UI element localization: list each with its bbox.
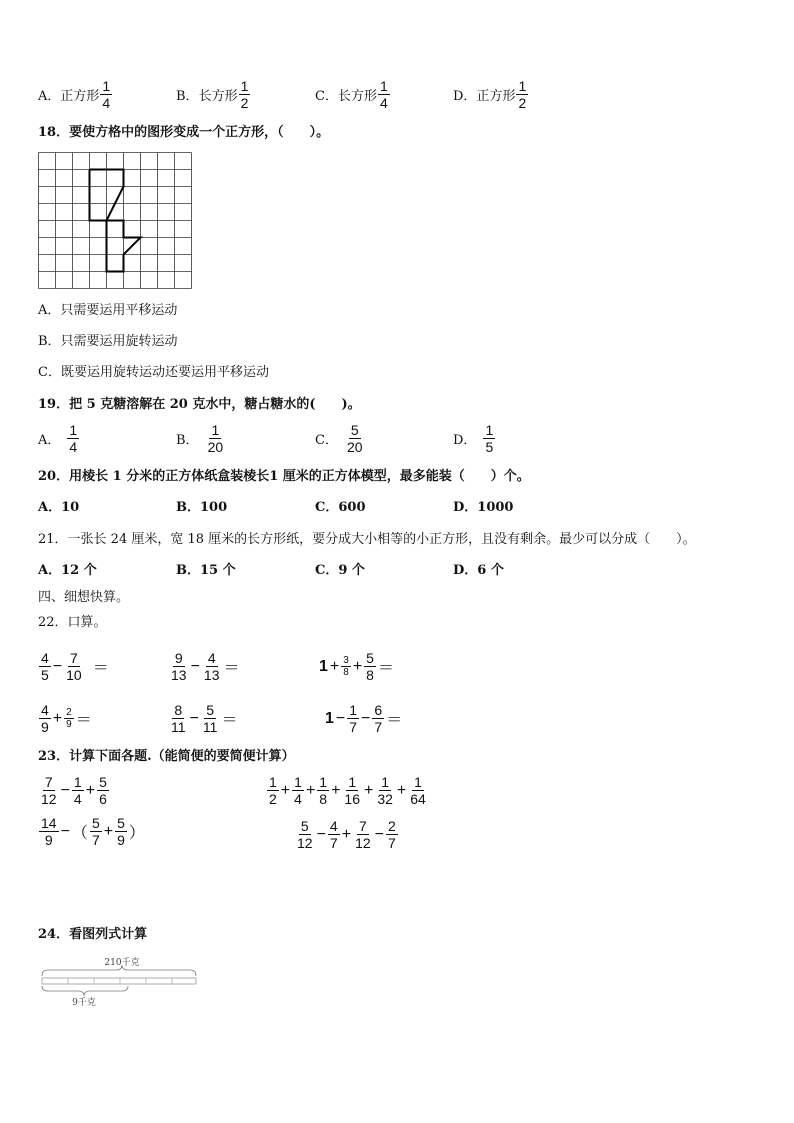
- denominator: 7: [91, 832, 100, 848]
- option-label: C．: [315, 433, 338, 448]
- q23-stem: 23．计算下面各题.（能简便的要简便计算）: [38, 749, 295, 764]
- q20-option-b: B．100: [176, 500, 228, 515]
- numerator: 9: [174, 650, 183, 666]
- minus-sign: −: [374, 825, 384, 843]
- numerator: 5: [350, 422, 359, 438]
- plus-sign: +: [52, 709, 63, 727]
- numerator: 1: [269, 774, 277, 790]
- option-label: B．: [176, 433, 199, 448]
- q22-expr-2: [168, 650, 241, 683]
- numerator: 5: [99, 774, 107, 790]
- denominator: 12: [355, 835, 371, 851]
- numerator: 3: [343, 655, 349, 666]
- q19-option-c: [315, 422, 366, 455]
- q20-option-c: C．600: [315, 500, 366, 515]
- numerator: 2: [387, 818, 396, 834]
- numerator: 6: [374, 702, 383, 718]
- denominator: 4: [294, 791, 302, 807]
- option-label: A．: [38, 433, 61, 448]
- denominator: 12: [41, 791, 57, 807]
- denominator: 9: [117, 832, 125, 848]
- plus-sign: +: [85, 781, 96, 799]
- q23-expr-1: [38, 774, 110, 807]
- numerator: 1: [294, 774, 302, 790]
- numerator: 4: [41, 702, 49, 718]
- numerator: 5: [91, 815, 100, 831]
- q20-stem: 20．用棱长 1 分米的正方体纸盒装棱长1 厘米的正方体模型，最多能装（ ）个。: [38, 469, 530, 484]
- option-label: C．: [315, 89, 338, 104]
- minus-sign: −: [189, 709, 199, 727]
- equals-sign: ＝: [75, 712, 92, 729]
- number-one: 1: [319, 657, 328, 675]
- denominator: 12: [297, 835, 313, 851]
- numerator: 7: [44, 774, 53, 790]
- q18-stem: 18．要使方格中的图形变成一个正方形，（ ）。: [38, 125, 330, 140]
- minus-sign: −: [60, 781, 70, 799]
- denominator: 2: [269, 791, 277, 807]
- option-text: 长方形: [198, 89, 238, 104]
- q20-option-a: A．10: [38, 500, 80, 515]
- denominator: 11: [202, 719, 218, 735]
- q21-option-b: B．15 个: [176, 563, 236, 578]
- q21-stem: 21．一张长 24 厘米，宽 18 厘米的长方形纸，要分成大小相等的小正方形，且没有剩余。最少可以分成（ ）。: [38, 532, 696, 547]
- numerator: 1: [69, 422, 78, 438]
- denominator: 9: [44, 832, 53, 848]
- minus-sign: −: [60, 822, 70, 840]
- denominator: 5: [485, 439, 494, 455]
- q19-stem: 19．把 5 克糖溶解在 20 克水中，糖占糖水的( )。: [38, 397, 361, 412]
- numerator: 2: [66, 707, 72, 718]
- q19-option-b: [176, 422, 226, 455]
- denominator: 2: [240, 95, 249, 111]
- option-label: D．: [453, 89, 477, 104]
- plus-sign: +: [396, 781, 407, 799]
- denominator: 32: [377, 791, 393, 807]
- option-label: B．: [176, 89, 199, 104]
- minus-sign: −: [335, 709, 346, 727]
- numerator: 7: [70, 650, 78, 666]
- plus-sign: +: [103, 822, 114, 840]
- denominator: 9: [66, 719, 72, 730]
- denominator: 7: [374, 719, 383, 735]
- denominator: 64: [410, 791, 426, 807]
- q18-option-c: C．既要运用旋转运动还要运用平移运动: [38, 365, 269, 380]
- numerator: 1: [485, 422, 494, 438]
- q21-option-c: C．9 个: [315, 563, 365, 578]
- plus-sign: +: [364, 781, 374, 799]
- q24-line-diagram: [38, 952, 200, 1010]
- numerator: 1: [379, 78, 388, 94]
- minus-sign: −: [190, 657, 200, 675]
- denominator: 4: [73, 791, 82, 807]
- q23-expr-2: [266, 774, 429, 807]
- equals-sign: ＝: [221, 712, 238, 729]
- q18-option-b: B．只需要运用旋转运动: [38, 334, 178, 349]
- section-heading: 四、细想快算。: [38, 590, 130, 605]
- q19-option-d: [453, 422, 496, 455]
- denominator: 4: [379, 95, 388, 111]
- numerator: 1: [349, 702, 358, 718]
- numerator: 4: [207, 650, 216, 666]
- part-weight-label: 9千克: [72, 998, 96, 1008]
- denominator: 10: [66, 667, 82, 683]
- q18-grid-figure: [38, 152, 193, 290]
- numerator: 7: [358, 818, 367, 834]
- q22-expr-4: [38, 702, 93, 735]
- q24-stem: 24．看图列式计算: [38, 927, 148, 942]
- q17-option-a: [38, 78, 113, 111]
- denominator: 4: [102, 95, 111, 111]
- denominator: 6: [99, 791, 107, 807]
- plus-sign: +: [331, 781, 341, 799]
- q22-expr-3: [318, 650, 395, 683]
- q21-option-a: A．12 个: [38, 563, 97, 578]
- total-weight-label: 210千克: [104, 958, 140, 968]
- denominator: 16: [344, 791, 360, 807]
- numerator: 5: [117, 815, 125, 831]
- denominator: 7: [349, 719, 358, 735]
- q21-option-d: D．6 个: [453, 563, 504, 578]
- option-text: 正方形: [60, 89, 100, 104]
- option-text: 正方形: [476, 89, 516, 104]
- numerator: 8: [174, 702, 183, 718]
- numerator: 1: [319, 774, 328, 790]
- q18-option-a: A．只需要运用平移运动: [38, 303, 178, 318]
- q22-expr-5: [168, 702, 238, 735]
- denominator: 20: [207, 439, 224, 455]
- numerator: 1: [518, 78, 527, 94]
- numerator: 5: [366, 650, 374, 666]
- option-label: D．: [453, 433, 477, 448]
- numerator: 4: [329, 818, 338, 834]
- minus-sign: −: [316, 825, 326, 843]
- minus-sign: −: [52, 657, 63, 675]
- plus-sign: +: [352, 657, 363, 675]
- numerator: 5: [300, 818, 309, 834]
- numerator: 1: [73, 774, 82, 790]
- equals-sign: ＝: [223, 660, 240, 677]
- denominator: 4: [69, 439, 78, 455]
- minus-sign: −: [361, 709, 371, 727]
- equals-sign: ＝: [377, 660, 394, 677]
- equals-sign: ＝: [92, 660, 109, 677]
- plus-sign: +: [329, 657, 340, 675]
- option-text: 长方形: [337, 89, 377, 104]
- numerator: 4: [41, 650, 49, 666]
- denominator: 9: [41, 719, 49, 735]
- q17-option-c: [315, 78, 391, 111]
- numerator: 1: [211, 422, 220, 438]
- numerator: 1: [414, 774, 422, 790]
- q17-option-d: [453, 78, 529, 111]
- denominator: 5: [41, 667, 49, 683]
- denominator: 8: [343, 667, 349, 678]
- equals-sign: ＝: [386, 712, 403, 729]
- q17-option-b: [176, 78, 251, 111]
- weight-bar: [42, 978, 196, 984]
- bottom-brace: [42, 986, 128, 996]
- numerator: 1: [102, 78, 111, 94]
- denominator: 8: [366, 667, 374, 683]
- q22-expr-6: [324, 702, 403, 735]
- plus-sign: +: [341, 825, 352, 843]
- right-paren: ）: [128, 825, 145, 842]
- option-label: A．: [38, 89, 61, 104]
- q22-stem: 22．口算。: [38, 615, 107, 630]
- q22-expr-1: [38, 650, 110, 683]
- denominator: 20: [346, 439, 363, 455]
- denominator: 2: [518, 95, 527, 111]
- numerator: 1: [240, 78, 249, 94]
- q19-option-a: [38, 422, 80, 455]
- numerator: 5: [206, 702, 215, 718]
- q23-expr-3: [38, 815, 146, 848]
- numerator: 1: [381, 774, 390, 790]
- numerator: 14: [41, 815, 57, 831]
- denominator: 7: [387, 835, 396, 851]
- denominator: 13: [171, 667, 187, 683]
- number-one: 1: [325, 709, 334, 727]
- denominator: 7: [329, 835, 338, 851]
- numerator: 1: [348, 774, 357, 790]
- q20-option-d: D．1000: [453, 500, 514, 515]
- plus-sign: +: [280, 781, 291, 799]
- denominator: 13: [203, 667, 220, 683]
- denominator: 11: [171, 719, 186, 735]
- q23-expr-4: [294, 818, 399, 851]
- left-paren: （: [71, 825, 88, 842]
- denominator: 8: [319, 791, 328, 807]
- plus-sign: +: [305, 781, 316, 799]
